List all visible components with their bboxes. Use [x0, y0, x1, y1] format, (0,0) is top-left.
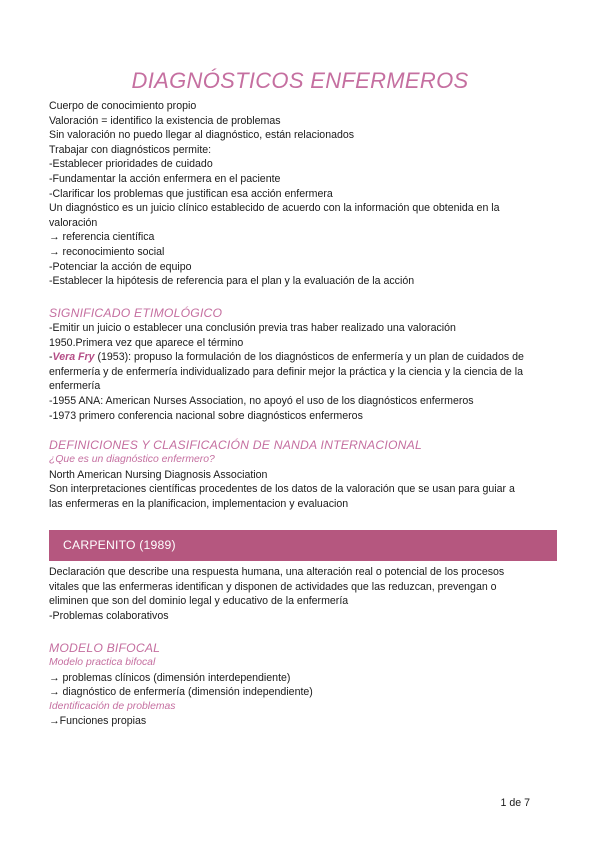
text-line: enfermería y de enfermería individualizado para definir mejor la práctica y la ciencia y la ciencia de la [49, 365, 524, 378]
intro-line: -Fundamentar la acción enfermera en el paciente [49, 172, 281, 185]
carpenito-section [49, 565, 551, 623]
intro-line: → referencia científica [49, 231, 155, 244]
subheading: Modelo practica bifocal [49, 657, 156, 668]
page-number: 1 de 7 [500, 797, 530, 809]
section-heading: SIGNIFICADO ETIMOLÓGICO [49, 306, 223, 320]
carpenito-banner [49, 530, 557, 561]
subheading: ¿Que es un diagnóstico enfermero? [49, 454, 215, 465]
intro-line: Sin valoración no puedo llegar al diagnóstico, están relacionados [49, 129, 355, 142]
highlighted-name: Vera Fry [52, 351, 95, 364]
text-line: vitales que las enfermeras identifican y disponen de actividades que las reduzcan, prevengan o [49, 580, 497, 593]
intro-line: -Clarificar los problemas que justifican esa acción enfermera [49, 187, 333, 200]
text-line: →Funciones propias [49, 715, 147, 728]
etymology-section [49, 305, 551, 423]
intro-line: → reconocimiento social [49, 245, 165, 258]
text-line: → problemas clínicos (dimensión interdependiente) [49, 671, 291, 684]
text-line: las enfermeras en la planificacion, implementacion y evaluacion [49, 497, 349, 510]
text-line: Son interpretaciones científicas procedentes de los datos de la valoración que se usan para guiar a [49, 483, 515, 496]
intro-line: valoración [49, 216, 98, 229]
banner-title: CARPENITO (1989) [63, 538, 176, 552]
text-fragment: (1953): propuso la formulación de los diagnósticos de enfermería y un plan de cuidados de [94, 351, 524, 364]
text-line: -Emitir un juicio o establecer una conclusión previa tras haber realizado una valoración [49, 322, 456, 334]
vera-fry-line [49, 350, 551, 365]
text-line: -1973 primero conferencia nacional sobre diagnósticos enfermeros [49, 409, 363, 422]
intro-line: -Potenciar la acción de equipo [49, 260, 192, 273]
text-line: Declaración que describe una respuesta humana, una alteración real o potencial de los procesos [49, 566, 505, 578]
intro-line: Cuerpo de conocimiento propio [49, 100, 197, 112]
text-line: -Problemas colaborativos [49, 609, 169, 622]
text-line: North American Nursing Diagnosis Association [49, 468, 268, 481]
nanda-section [49, 437, 551, 511]
text-fragment: - [49, 351, 53, 364]
text-line: enfermería [49, 380, 101, 393]
intro-line: Trabajar con diagnósticos permite: [49, 143, 212, 156]
page-title: DIAGNÓSTICOS ENFERMEROS [131, 68, 469, 93]
text-line: eliminen que son del dominio legal y educativo de la enfermería [49, 595, 349, 608]
intro-line: Valoración = identifico la existencia de problemas [49, 114, 281, 127]
text-line: -1955 ANA: American Nurses Association, no apoyó el uso de los diagnósticos enfermeros [49, 394, 474, 407]
subheading: Identificación de problemas [49, 700, 176, 712]
intro-line: -Establecer prioridades de cuidado [49, 158, 213, 171]
intro-line: -Establecer la hipótesis de referencia para el plan y la evaluación de la acción [49, 275, 415, 288]
text-line: → diagnóstico de enfermería (dimensión independiente) [49, 686, 313, 699]
text-line: 1950.Primera vez que aparece el término [49, 336, 244, 349]
section-heading: DEFINICIONES Y CLASIFICACIÓN DE NANDA INTERNACIONAL [49, 438, 422, 452]
intro-section [49, 99, 551, 289]
section-heading: MODELO BIFOCAL [49, 641, 161, 655]
bifocal-section [49, 640, 551, 729]
intro-line: Un diagnóstico es un juicio clínico establecido de acuerdo con la información que obtenida en la [49, 202, 500, 215]
